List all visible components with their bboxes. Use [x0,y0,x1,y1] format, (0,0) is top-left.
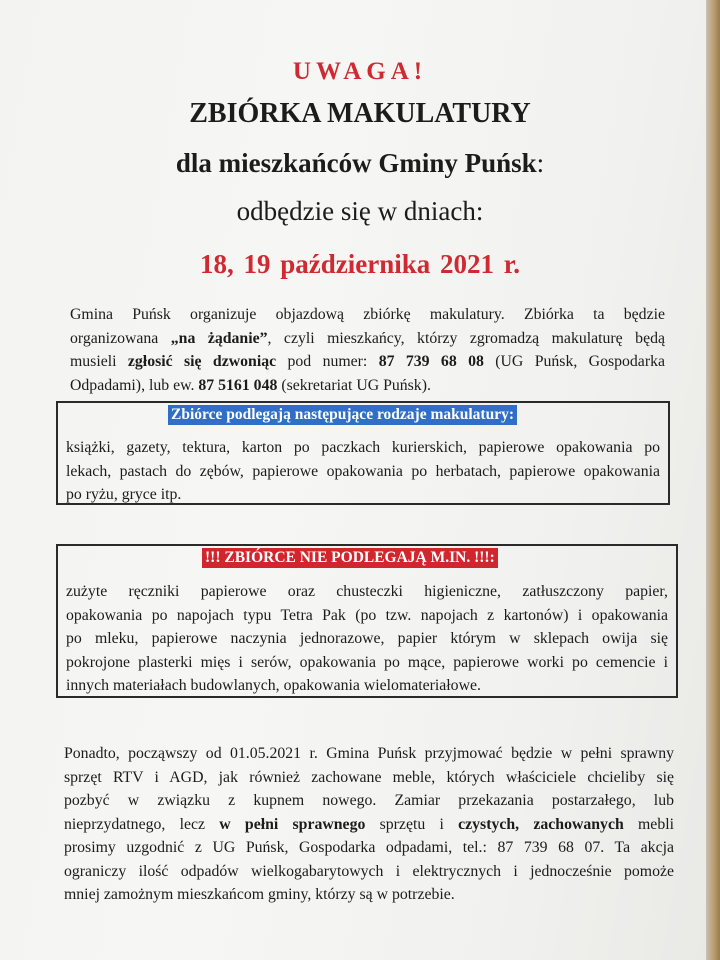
rejected-line: zużyte ręczniki papierowe oraz chusteczki higieniczne, zatłuszczony papier, [66,583,668,600]
notice-line: prosimy uzgodnić z UG Puńsk, Gospodarka odpadami, tel.: 87 739 68 07. Ta akcja [64,839,674,856]
page-title: ZBIÓRKA MAKULATURY [189,98,531,129]
notice-line: mniej zamożnym mieszkańcom gminy, którzy są w potrzebie. [64,886,455,903]
phone-number-primary: 87 739 68 08 [378,353,484,370]
schedule-intro: odbędzie się w dniach: [236,196,484,226]
call-instruction: zgłosić się dzwoniąc [127,353,277,370]
intro-paragraph [70,303,665,397]
intro-line: organizowana „na żądanie”, czyli mieszkańcy, którzy zgromadzą makulaturę będą [70,329,665,347]
intro-line: musieli zgłosić się dzwoniąc pod numer: 87 739 68 08 (UG Puńsk, Gospodarka [70,353,665,370]
accepted-materials-box [56,401,670,505]
rejected-line: po mleku, papierowe naczynia jednorazowe, papier którym w sklepach owija się [66,630,668,647]
page-subtitle [0,148,720,179]
accepted-list [66,436,660,507]
rejected-list [66,580,668,698]
notice-line: pozbyć w związku z kupnem nowego. Zamiar przekazania postarzałego, lub [64,792,674,809]
accepted-line: po ryżu, gryce itp. [66,486,182,503]
notice-line: nieprzydatnego, lecz w pełni sprawnego sprzętu i czystych, zachowanych mebli [64,815,674,833]
accepted-line: lekach, pastach do zębów, papierowe opakowania po herbatach, papierowe opakowania [66,462,660,480]
rejected-line: innych materiałach budowlanych, opakowania wielomateriałowe. [66,677,481,694]
rejected-heading: !!! ZBIÓRCE NIE PODLEGAJĄ M.IN. !!!: [202,548,498,568]
rejected-materials-box [56,544,678,698]
notice-line: sprzęt RTV i AGD, jak również zachowane meble, których właściciele chcieliby się [64,768,674,786]
phone-number-secondary: 87 5161 048 [198,376,278,394]
collection-dates: 18, 19 października 2021 r. [199,249,520,279]
rejected-line: pokrojone plasterki mięs i serów, opakowania po mące, papierowe worki po cemencie i [66,653,668,671]
rejected-line: opakowania po napojach typu Tetra Pak (po tzw. napojach z kartonów) i opakowania [66,606,668,624]
notice-line: ograniczy ilość odpadów wielkogabarytowych i elektrycznych i jednocześnie pomoże [64,862,674,880]
notice-line: Ponadto, począwszy od 01.05.2021 r. Gmina Puńsk przyjmować będzie w pełni sprawny [64,745,674,762]
warning-heading: UWAGA! [292,58,428,85]
on-demand-text: „na żądanie” [170,329,268,347]
intro-line: Odpadami), lub ew. 87 5161 048 (sekretariat UG Puńsk). [70,376,431,394]
fully-working-text: w pełni sprawnego [219,815,366,833]
accepted-heading: Zbiórce podlegają następujące rodzaje makulatury: [168,405,517,425]
accepted-line: książki, gazety, tektura, karton po paczkach kurierskich, papierowe opakowania po [66,439,660,456]
subtitle-colon: : [536,148,545,178]
notice-paragraph [64,742,674,907]
clean-preserved-text: czystych, zachowanych [458,815,624,833]
subtitle-text: dla mieszkańców Gminy Puńsk [175,148,537,178]
intro-line: Gmina Puńsk organizuje objazdową zbiórkę makulatury. Zbiórka ta będzie [70,306,665,323]
background-edge [706,0,720,960]
